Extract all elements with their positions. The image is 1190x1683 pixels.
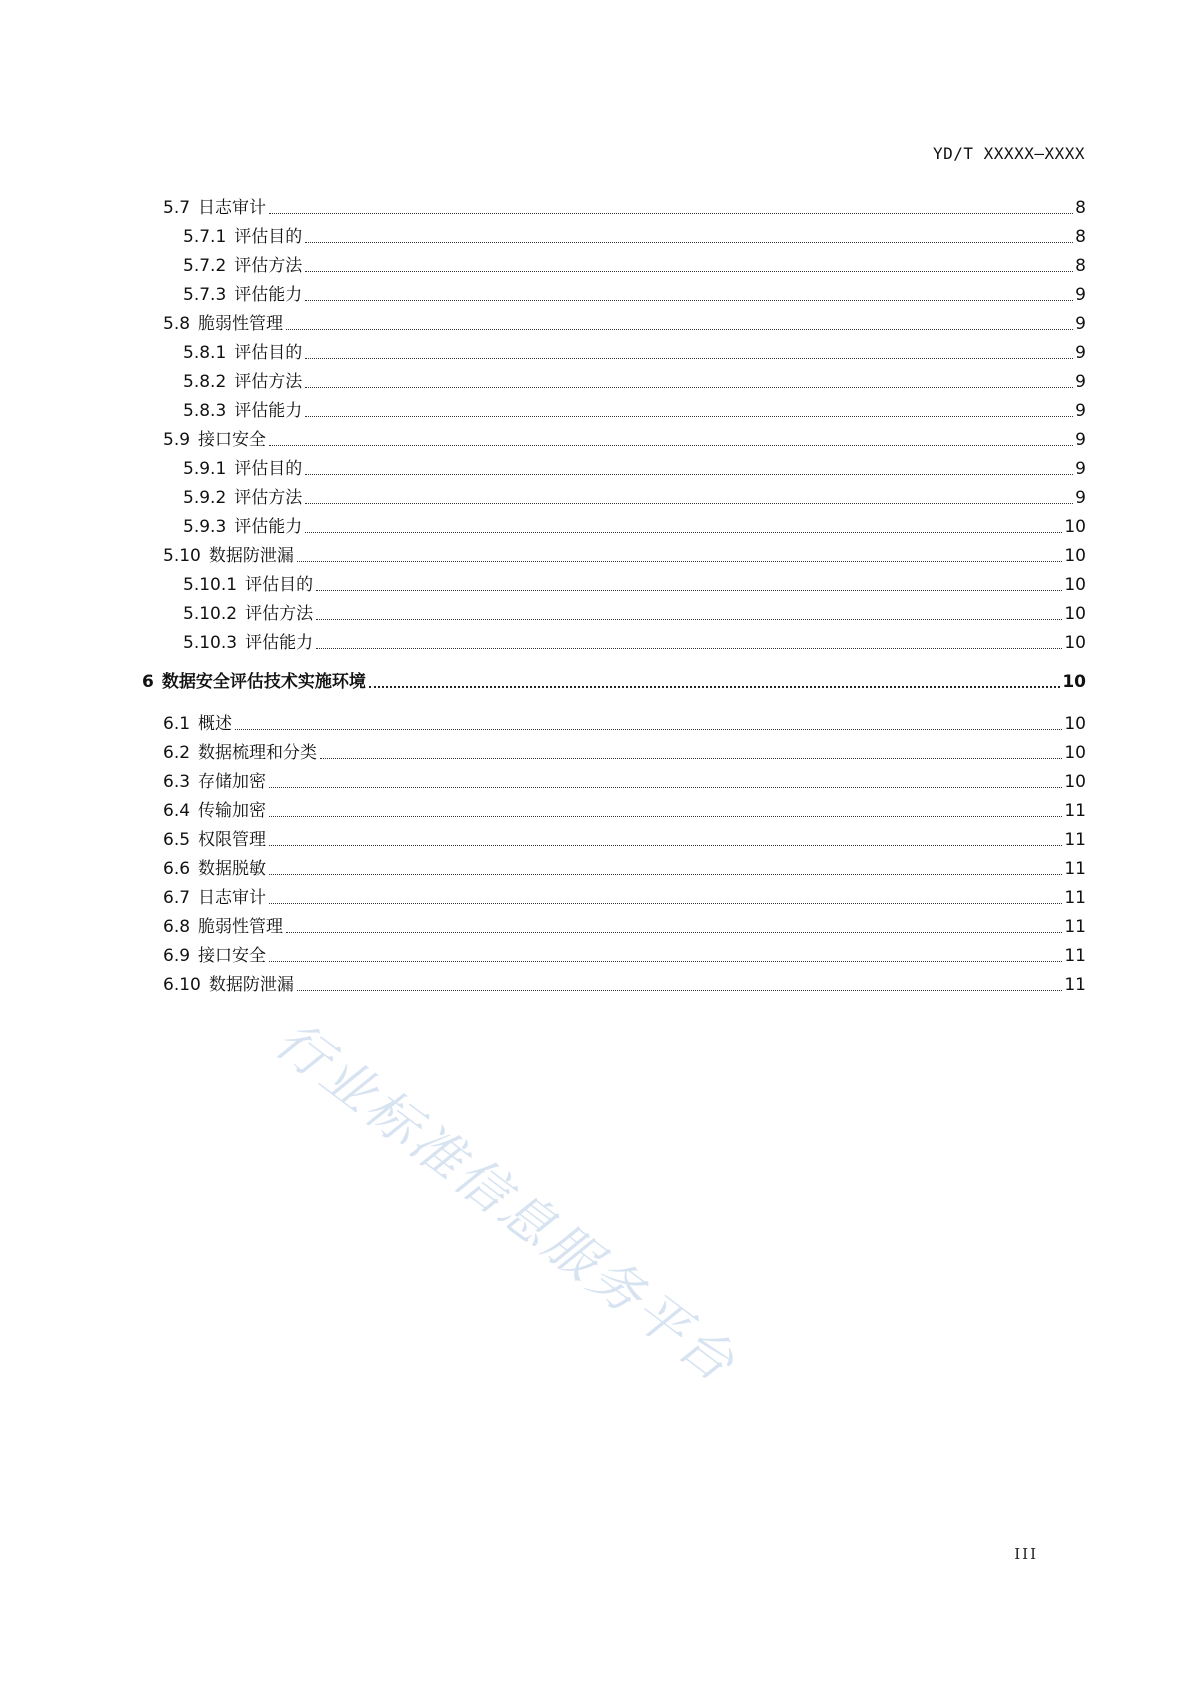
toc-entry-number: 5.8.3 xyxy=(183,401,227,421)
toc-entry-page: 10 xyxy=(1064,517,1086,537)
toc-entry-number: 5.9.3 xyxy=(183,517,227,537)
toc-entry-page: 11 xyxy=(1064,917,1086,937)
page-number: III xyxy=(1014,1545,1038,1563)
toc-entry-number: 5.10 xyxy=(163,546,201,566)
toc-entry-number: 5.9 xyxy=(163,430,191,450)
toc-entry-title: 脆弱性管理 xyxy=(198,314,284,334)
toc-leader-dots xyxy=(269,786,1062,788)
toc-entry[interactable] xyxy=(142,664,1086,692)
toc-entry-page: 8 xyxy=(1075,256,1086,276)
toc-leader-dots xyxy=(269,212,1073,214)
toc-leader-dots xyxy=(286,931,1062,933)
toc-entry[interactable] xyxy=(183,335,1086,363)
toc-entry-page: 9 xyxy=(1075,314,1086,334)
toc-entry-number: 5.7.3 xyxy=(183,285,227,305)
toc-entry[interactable] xyxy=(183,277,1086,305)
toc-leader-dots xyxy=(269,873,1062,875)
toc-entry-title: 评估能力 xyxy=(234,401,303,421)
toc-entry-title: 评估目的 xyxy=(234,227,303,247)
toc-entry[interactable] xyxy=(183,451,1086,479)
toc-leader-dots xyxy=(305,473,1073,475)
toc-entry-page: 11 xyxy=(1064,888,1086,908)
toc-entry[interactable] xyxy=(163,967,1086,995)
toc-entry-number: 5.8.1 xyxy=(183,343,227,363)
toc-leader-dots xyxy=(369,685,1060,688)
toc-entry-title: 数据防泄漏 xyxy=(208,546,294,566)
toc-entry-number: 5.7 xyxy=(163,198,191,218)
toc-entry-number: 5.10.1 xyxy=(183,575,238,595)
toc-entry[interactable] xyxy=(183,567,1086,595)
toc-entry-number: 6.10 xyxy=(163,975,201,995)
toc-entry-title: 日志审计 xyxy=(198,198,267,218)
toc-entry-page: 10 xyxy=(1064,743,1086,763)
toc-entry-page: 9 xyxy=(1075,401,1086,421)
toc-entry[interactable] xyxy=(183,364,1086,392)
toc-entry[interactable] xyxy=(163,735,1086,763)
toc-leader-dots xyxy=(305,502,1073,504)
toc-leader-dots xyxy=(305,270,1073,272)
toc-entry-number: 6.6 xyxy=(163,859,191,879)
toc-entry-number: 5.10.2 xyxy=(183,604,238,624)
toc-entry[interactable] xyxy=(163,938,1086,966)
toc-leader-dots xyxy=(305,415,1073,417)
toc-entry-title: 传输加密 xyxy=(198,801,267,821)
toc-entry[interactable] xyxy=(163,190,1086,218)
toc-leader-dots xyxy=(320,757,1062,759)
toc-entry-title: 评估目的 xyxy=(234,459,303,479)
toc-entry-page: 8 xyxy=(1075,198,1086,218)
toc-entry-page: 10 xyxy=(1064,575,1086,595)
toc-entry-title: 评估方法 xyxy=(245,604,314,624)
toc-entry-title: 评估目的 xyxy=(245,575,314,595)
toc-entry[interactable] xyxy=(183,625,1086,653)
toc-entry-title: 数据梳理和分类 xyxy=(198,743,318,763)
toc-entry-title: 脆弱性管理 xyxy=(198,917,284,937)
toc-leader-dots xyxy=(305,386,1073,388)
toc-entry[interactable] xyxy=(163,851,1086,879)
toc-entry-number: 6.3 xyxy=(163,772,191,792)
toc-leader-dots xyxy=(316,589,1062,591)
toc-entry[interactable] xyxy=(163,822,1086,850)
toc-entry-number: 6.7 xyxy=(163,888,191,908)
document-code: YD/T XXXXX—XXXX xyxy=(933,144,1085,163)
toc-entry-page: 10 xyxy=(1064,772,1086,792)
toc-entry-page: 11 xyxy=(1064,975,1086,995)
toc-entry-page: 11 xyxy=(1064,946,1086,966)
toc-entry-number: 6.5 xyxy=(163,830,191,850)
toc-entry-page: 10 xyxy=(1064,714,1086,734)
toc-entry[interactable] xyxy=(163,538,1086,566)
toc-leader-dots xyxy=(316,647,1062,649)
toc-entry-number: 6.4 xyxy=(163,801,191,821)
toc-entry[interactable] xyxy=(183,509,1086,537)
toc-entry-page: 10 xyxy=(1064,546,1086,566)
toc-entry-page: 8 xyxy=(1075,227,1086,247)
toc-entry[interactable] xyxy=(163,793,1086,821)
toc-entry-number: 5.10.3 xyxy=(183,633,238,653)
toc-entry[interactable] xyxy=(163,764,1086,792)
toc-entry[interactable] xyxy=(183,393,1086,421)
toc-entry-number: 5.9.2 xyxy=(183,488,227,508)
toc-entry-number: 5.8 xyxy=(163,314,191,334)
toc-entry-title: 概述 xyxy=(198,714,233,734)
toc-entry-number: 6 xyxy=(142,672,154,692)
toc-entry[interactable] xyxy=(183,480,1086,508)
toc-entry-title: 评估目的 xyxy=(234,343,303,363)
toc-entry-number: 5.8.2 xyxy=(183,372,227,392)
toc-leader-dots xyxy=(316,618,1062,620)
toc-entry[interactable] xyxy=(163,880,1086,908)
toc-entry-title: 评估方法 xyxy=(234,372,303,392)
toc-entry-title: 权限管理 xyxy=(198,830,267,850)
toc-entry[interactable] xyxy=(183,248,1086,276)
toc-leader-dots xyxy=(269,815,1062,817)
toc-entry-page: 11 xyxy=(1064,801,1086,821)
toc-entry-page: 9 xyxy=(1075,343,1086,363)
toc-entry-number: 5.7.1 xyxy=(183,227,227,247)
toc-leader-dots xyxy=(269,960,1062,962)
toc-entry-page: 9 xyxy=(1075,488,1086,508)
toc-entry-title: 存储加密 xyxy=(198,772,267,792)
toc-entry-page: 9 xyxy=(1075,372,1086,392)
toc-entry[interactable] xyxy=(163,706,1086,734)
toc-entry[interactable] xyxy=(183,596,1086,624)
toc-entry-title: 评估方法 xyxy=(234,256,303,276)
toc-entry[interactable] xyxy=(163,909,1086,937)
toc-entry-page: 9 xyxy=(1075,430,1086,450)
toc-entry[interactable] xyxy=(163,422,1086,450)
toc-entry-page: 9 xyxy=(1075,459,1086,479)
toc-leader-dots xyxy=(305,531,1062,533)
watermark: 行业标准信息服务平台 xyxy=(264,1010,748,1396)
toc-leader-dots xyxy=(269,444,1073,446)
toc-leader-dots xyxy=(269,902,1062,904)
toc-leader-dots xyxy=(305,241,1073,243)
toc-entry-page: 10 xyxy=(1062,672,1086,692)
toc-entry-title: 数据防泄漏 xyxy=(208,975,294,995)
toc-leader-dots xyxy=(297,560,1063,562)
toc-entry-title: 接口安全 xyxy=(198,430,267,450)
toc-entry-number: 6.9 xyxy=(163,946,191,966)
toc-leader-dots xyxy=(235,728,1062,730)
toc-entry[interactable] xyxy=(163,306,1086,334)
toc-entry-page: 10 xyxy=(1064,604,1086,624)
toc-entry-title: 评估能力 xyxy=(234,517,303,537)
toc-leader-dots xyxy=(297,989,1063,991)
toc-entry-number: 5.9.1 xyxy=(183,459,227,479)
toc-entry-number: 5.7.2 xyxy=(183,256,227,276)
toc-entry-page: 10 xyxy=(1064,633,1086,653)
toc-entry-page: 9 xyxy=(1075,285,1086,305)
toc-entry-title: 评估能力 xyxy=(234,285,303,305)
toc-entry-page: 11 xyxy=(1064,830,1086,850)
toc-entry-number: 6.8 xyxy=(163,917,191,937)
toc-entry-title: 日志审计 xyxy=(198,888,267,908)
toc-entry-title: 接口安全 xyxy=(198,946,267,966)
toc-leader-dots xyxy=(269,844,1062,846)
toc-leader-dots xyxy=(286,328,1073,330)
toc-entry-title: 数据脱敏 xyxy=(198,859,267,879)
toc-entry-number: 6.1 xyxy=(163,714,191,734)
toc-leader-dots xyxy=(305,357,1073,359)
toc-entry-title: 评估能力 xyxy=(245,633,314,653)
toc-entry[interactable] xyxy=(183,219,1086,247)
toc-entry-number: 6.2 xyxy=(163,743,191,763)
toc-entry-title: 数据安全评估技术实施环境 xyxy=(161,672,366,692)
toc-entry-title: 评估方法 xyxy=(234,488,303,508)
toc-leader-dots xyxy=(305,299,1073,301)
toc-entry-page: 11 xyxy=(1064,859,1086,879)
